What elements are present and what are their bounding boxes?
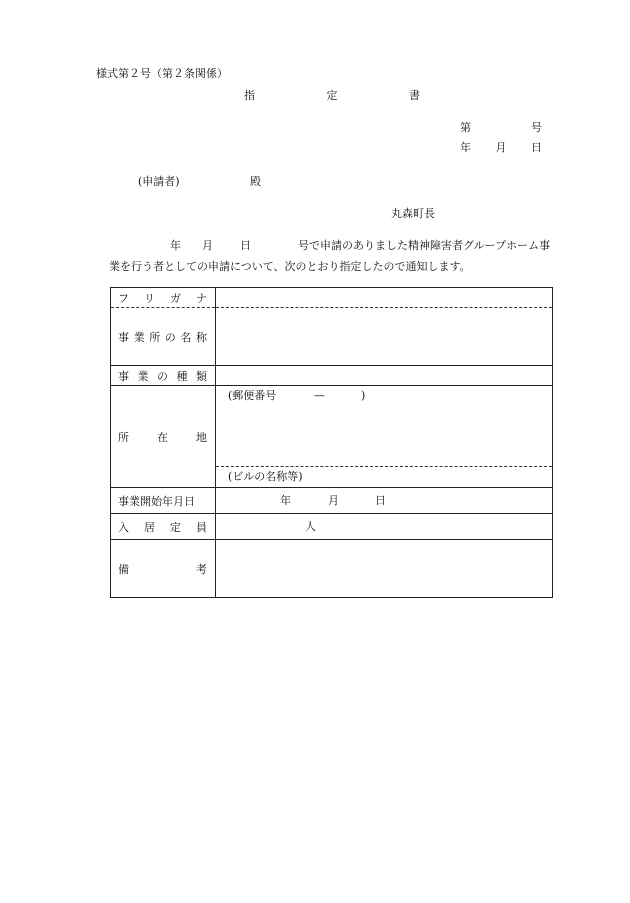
document-title xyxy=(244,89,420,103)
start-date-value[interactable] xyxy=(216,488,553,514)
body-line-2: 業を行う者としての申請について、次のとおり指定したので通知します。 xyxy=(109,260,471,273)
form-number: 様式第２号（第２条関係） xyxy=(96,67,228,80)
building-label: (ビルの名称等) xyxy=(228,470,303,483)
label-char: 名 xyxy=(180,330,192,344)
building-name-value[interactable] xyxy=(216,467,553,488)
doc-number-go: 号 xyxy=(531,121,542,134)
postal-label: (郵便番号 xyxy=(228,389,277,402)
body-date-hi: 日 xyxy=(240,239,251,252)
body-text-rest: 号で申請のありました精神障害者グループホーム事 xyxy=(298,239,551,252)
title-char: 定 xyxy=(326,89,338,102)
label-char: 称 xyxy=(195,330,207,344)
label-char: 業 xyxy=(137,369,149,383)
label-char: 入 xyxy=(118,520,129,534)
label-char: 居 xyxy=(144,520,155,534)
furigana-label xyxy=(111,288,216,308)
label-char: の xyxy=(157,369,168,383)
label-char: 考 xyxy=(196,562,207,576)
start-tsuki: 月 xyxy=(328,494,339,507)
capacity-label xyxy=(111,514,216,540)
label-char: 所 xyxy=(149,330,161,344)
label-char: 所 xyxy=(118,430,129,444)
doc-date-hi: 日 xyxy=(531,141,542,154)
doc-date-nen: 年 xyxy=(460,141,471,154)
remarks-value[interactable] xyxy=(216,540,553,598)
issuer: 丸森町長 xyxy=(391,207,435,220)
label-char: ガ xyxy=(170,291,181,305)
label-char: の xyxy=(164,330,176,344)
designation-table xyxy=(110,287,553,598)
start-date-label-text: 事業開始年月日 xyxy=(118,494,195,508)
postal-dash: — xyxy=(314,389,325,402)
label-char: フ xyxy=(118,291,129,305)
label-char: 種 xyxy=(176,369,188,383)
label-char: 備 xyxy=(118,562,129,576)
label-char: 員 xyxy=(196,520,207,534)
label-char: リ xyxy=(144,291,155,305)
label-char: 事 xyxy=(118,369,129,383)
business-type-label xyxy=(111,366,216,386)
addressee-label: (申請者) xyxy=(138,175,180,188)
business-name-value[interactable] xyxy=(216,308,553,366)
location-address-value[interactable] xyxy=(216,386,553,467)
doc-number-dai: 第 xyxy=(460,121,471,134)
doc-date-tsuki: 月 xyxy=(495,141,507,154)
label-char: 在 xyxy=(157,430,168,444)
label-char: 定 xyxy=(170,520,181,534)
title-char: 書 xyxy=(409,89,420,102)
start-nen: 年 xyxy=(280,494,291,507)
label-char: 類 xyxy=(196,369,207,383)
start-hi: 日 xyxy=(375,494,386,507)
body-date-tsuki: 月 xyxy=(202,239,213,252)
business-name-label xyxy=(111,308,216,366)
label-char: 事 xyxy=(118,330,129,344)
remarks-label xyxy=(111,540,216,598)
label-char: 地 xyxy=(196,430,207,444)
start-date-label xyxy=(111,488,216,514)
label-char: 業 xyxy=(133,330,145,344)
addressee-honorific: 殿 xyxy=(250,175,261,188)
business-type-value[interactable] xyxy=(216,366,553,386)
document-date xyxy=(460,141,542,155)
document-number xyxy=(460,121,542,135)
capacity-unit: 人 xyxy=(305,520,316,533)
body-date-nen: 年 xyxy=(170,239,181,252)
label-char: ナ xyxy=(196,291,207,305)
furigana-value[interactable] xyxy=(216,288,553,308)
postal-close: ) xyxy=(361,389,366,402)
capacity-value[interactable] xyxy=(216,514,553,540)
title-char: 指 xyxy=(244,89,255,102)
location-label xyxy=(111,386,216,488)
